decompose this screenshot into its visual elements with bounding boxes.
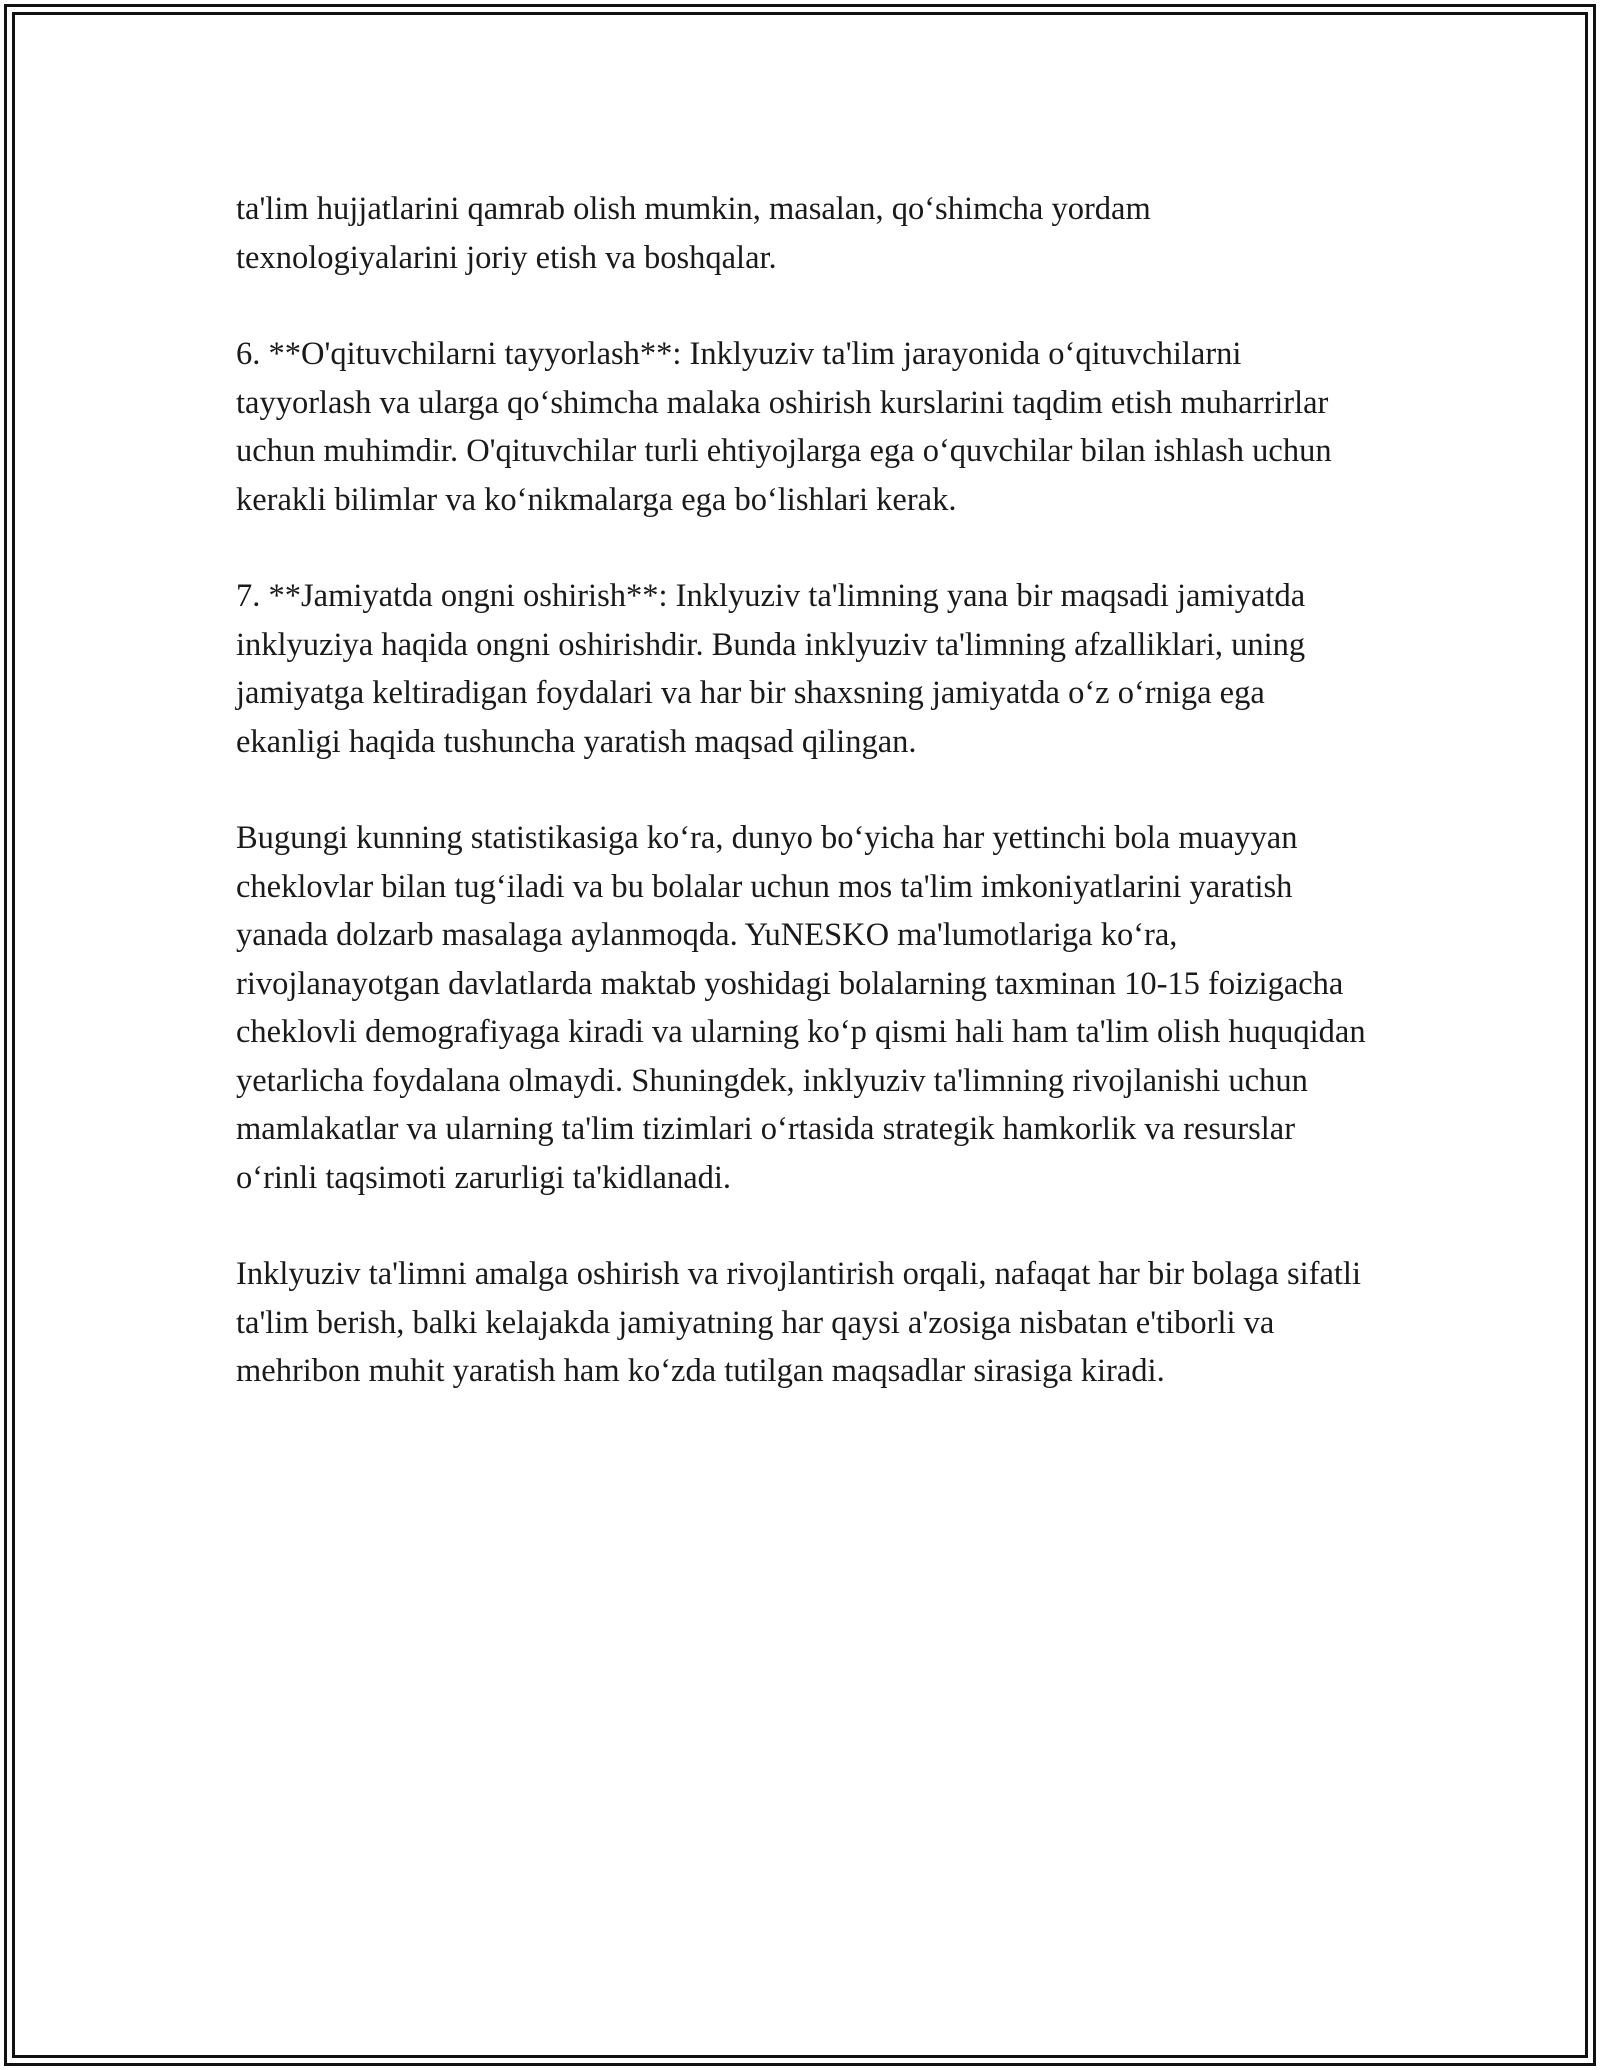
paragraph-intro-continuation: ta'lim hujjatlarini qamrab olish mumkin, masalan, qo‘shimcha yordam texnologiyalarini joriy etish va boshqalar.: [236, 191, 1151, 276]
document-body: [236, 185, 1366, 1444]
paragraph-teacher-training: 6. **O'qituvchilarni tayyorlash**: Inklyuziv ta'lim jarayonida o‘qituvchilarni tayyorlash va ularga qo‘shimcha malaka oshirish kurslarini taqdim etish muharrirlar uchun muhimdir. O'qituvchilar turli ehtiyojlarga ega o‘quvchilar bilan ishlash uchun kerakli bilimlar va ko‘nikmalarga ega bo‘lishlari kerak.: [236, 336, 1332, 518]
paragraph-statistics: Bugungi kunning statistikasiga ko‘ra, dunyo bo‘yicha har yettinchi bola muayyan cheklovlar bilan tug‘iladi va bu bolalar uchun mos ta'lim imkoniyatlarini yaratish yanada dolzarb masalaga aylanmoqda. YuNESKO ma'lumotlariga ko‘ra, rivojlanayotgan davlatlarda maktab yoshidagi bolalarning taxminan 10-15 foizigacha cheklovli demografiyaga kiradi va ularning ko‘p qismi hali ham ta'lim olish huquqidan yetarlicha foydalana olmaydi. Shuningdek, inklyuziv ta'limning rivojlanishi uchun mamlakatlar va ularning ta'lim tizimlari o‘rtasida strategik hamkorlik va resurslar o‘rinli taqsimoti zarurligi ta'kidlanadi.: [236, 820, 1366, 1196]
paragraph-conclusion: Inklyuziv ta'limni amalga oshirish va rivojlantirish orqali, nafaqat har bir bolaga sifatli ta'lim berish, balki kelajakda jamiyatning har qaysi a'zosiga nisbatan e'tiborli va mehribon muhit yaratish ham ko‘zda tutilgan maqsadlar sirasiga kiradi.: [236, 1256, 1361, 1389]
paragraph-community-awareness: 7. **Jamiyatda ongni oshirish**: Inklyuziv ta'limning yana bir maqsadi jamiyatda inklyuziya haqida ongni oshirishdir. Bunda inklyuziv ta'limning afzalliklari, uning jamiyatga keltiradigan foydalari va har bir shaxsning jamiyatda o‘z o‘rniga ega ekanligi haqida tushuncha yaratish maqsad qilingan.: [236, 578, 1306, 760]
